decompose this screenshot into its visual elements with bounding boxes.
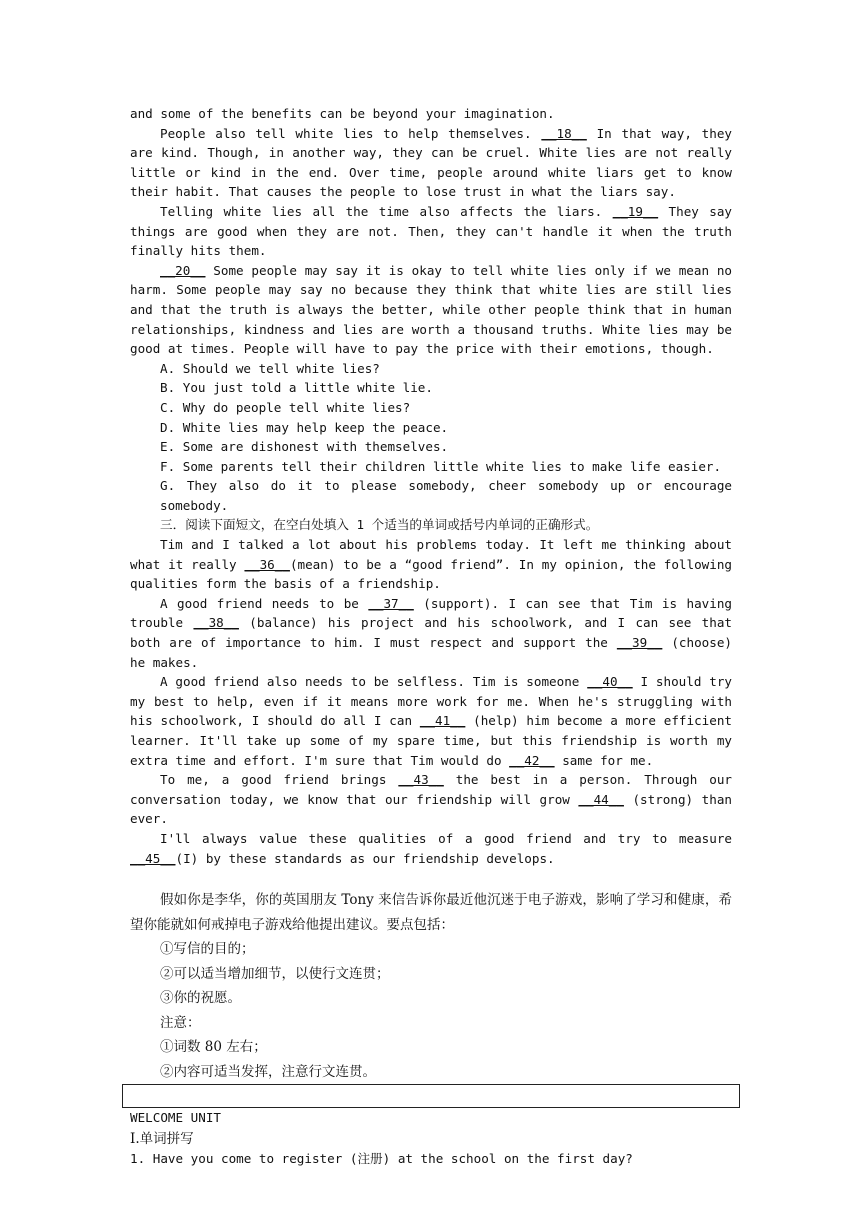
section-heading: 三．阅读下面短文，在空白处填入 1 个适当的单词或括号内单词的正确形式。 [160, 517, 599, 533]
blank-37: __37__ [368, 595, 414, 611]
option-d: D. White lies may help keep the peace. [160, 419, 449, 435]
unit-title: WELCOME UNIT [130, 1110, 221, 1126]
blank-43: __43__ [398, 772, 444, 788]
option-f: F. Some parents tell their children little white lies to make life easier. [160, 458, 722, 474]
question-1: 1. Have you come to register (注册) at the school on the first day? [130, 1151, 633, 1167]
paragraph: Telling white lies all the time also affects the liars. __19__ They say things are good when they are not. Then, they can't handle it when the truth finally hits them. [130, 203, 732, 259]
paragraph: and some of the benefits can be beyond your imagination. [130, 106, 555, 121]
writing-prompt: 假如你是李华，你的英国朋友 Tony 来信告诉你最近他沉迷于电子游戏，影响了学习和健康，希望你能就如何戒掉电子游戏给他提出建议。要点包括： [130, 892, 732, 933]
blank-42: __42__ [509, 752, 555, 768]
option-b: B. You just told a little white lie. [160, 380, 433, 396]
blank-44: __44__ [578, 791, 624, 807]
option-a: A. Should we tell white lies? [160, 360, 380, 376]
writing-point: ②可以适当增加细节，以使行文连贯； [160, 965, 390, 982]
spacer [130, 868, 732, 888]
blank-39: __39__ [616, 635, 663, 651]
option-e: E. Some are dishonest with themselves. [160, 439, 449, 455]
paragraph: People also tell white lies to help themselves. __18__ In that way, they are kind. Though, in another way, they can be cruel. White lies are not really little or kind in the end. Over time, people around white liars get to know their habit. That causes the people to lose trust in what the liars say. [130, 125, 732, 200]
blank-19: __19__ [612, 203, 659, 219]
option-c: C. Why do people tell white lies? [160, 399, 411, 415]
blank-40: __40__ [587, 674, 633, 690]
blank-38: __38__ [193, 615, 239, 631]
note-item: ②内容可适当发挥，注意行文连贯。 [160, 1063, 376, 1080]
paragraph: I'll always value these qualities of a good friend and try to measure __45__(I) by these standards as our friendship develops. [130, 830, 732, 866]
blank-45: __45__ [130, 850, 176, 866]
blank-41: __41__ [419, 713, 466, 729]
next-section [130, 1108, 732, 1170]
answer-box [122, 1084, 740, 1108]
section-title: Ⅰ.单词拼写 [130, 1130, 194, 1147]
paragraph: __20__ Some people may say it is okay to tell white lies only if we mean no harm. Some people may say no because they think that white lies are still lies and that the truth is always the better, while other people think that in human relationships, kindness and lies are worth a thousand truths. White lies may be good at times. People will have to pay the price with their emotions, though. [130, 262, 732, 357]
paragraph: A good friend needs to be __37__ (support). I can see that Tim is having trouble __38__ (balance) his project and his schoolwork, and I can see that both are of importance to him. I must respect and support the __39__ (choose) he makes. [130, 595, 732, 670]
blank-20: __20__ [160, 262, 206, 278]
blank-18: __18__ [541, 125, 587, 141]
paragraph: A good friend also needs to be selfless. Tim is someone __40__ I should try my best to help, even if it means more work for me. When he's struggling with his schoolwork, I should do all I can __41__ (help) him become a more efficient learner. It'll take up some of my spare time, but this friendship is worth my extra time and effort. I'm sure that Tim would do __42__ same for me. [130, 674, 733, 768]
note-item: ①词数 80 左右； [160, 1039, 267, 1056]
writing-point: ①写信的目的； [160, 941, 255, 958]
option-g: G. They also do it to please somebody, cheer somebody up or encourage somebody. [160, 478, 732, 513]
paragraph: Tim and I talked a lot about his problems today. It left me thinking about what it really __36__(mean) to be a “good friend”. In my opinion, the following qualities form the basis of a friendship. [130, 537, 733, 592]
document-page [130, 104, 732, 1170]
note-title: 注意： [160, 1014, 201, 1031]
writing-point: ③你的祝愿。 [160, 990, 241, 1007]
paragraph: To me, a good friend brings __43__ the best in a person. Through our conversation today, we know that our friendship will grow __44__ (strong) than ever. [130, 772, 732, 827]
blank-36: __36__ [244, 556, 290, 572]
